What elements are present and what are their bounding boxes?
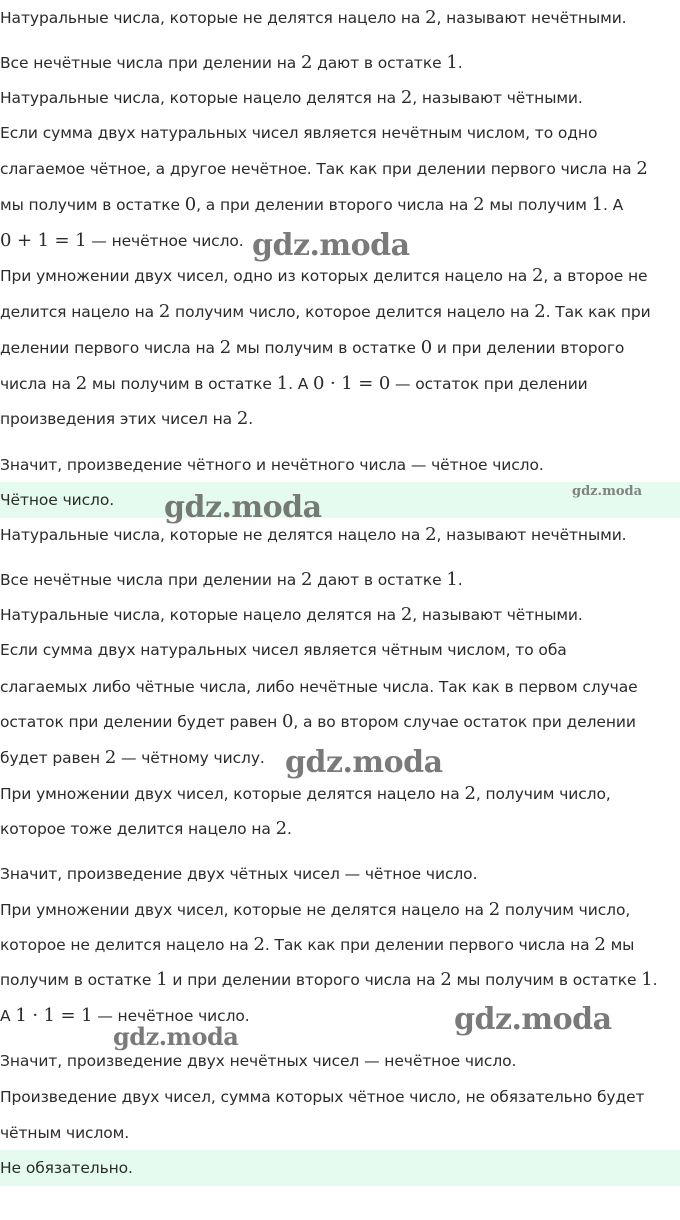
watermark-logo: gdz.moda: [572, 484, 643, 499]
watermark-logo: gdz.moda: [252, 228, 410, 263]
text-line: Все нечётные числа при делении на 2 дают в остатке 1.: [0, 52, 463, 73]
text-line: Натуральные числа, которые не делятся нацело на 2, называют нечётными.: [0, 524, 627, 545]
text-line: произведения этих чисел на 2.: [0, 408, 254, 429]
text-line: будет равен 2 — чётному числу.: [0, 747, 265, 768]
text-line: числа на 2 мы получим в остатке 1. А 0 · 1 = 0 — остаток при делении: [0, 373, 588, 394]
text-line: Если сумма двух натуральных чисел является чётным числом, то оба: [0, 641, 567, 659]
text-line: мы получим в остатке 0, а при делении второго числа на 2 мы получим 1. А: [0, 194, 624, 215]
text-line: Натуральные числа, которые не делятся нацело на 2, называют нечётными.: [0, 7, 627, 28]
answer-text: Не обязательно.: [0, 1159, 133, 1177]
text-line: Значит, произведение двух чётных чисел — чётное число.: [0, 865, 478, 883]
text-line: При умножении двух чисел, которые делятся нацело на 2, получим число,: [0, 783, 611, 804]
text-line: Если сумма двух натуральных чисел является нечётным числом, то одно: [0, 124, 598, 142]
watermark-logo: gdz.moda: [164, 490, 322, 525]
text-line: Значит, произведение чётного и нечётного числа — чётное число.: [0, 456, 544, 474]
answer-text: Чётное число.: [0, 491, 115, 509]
text-line: остаток при делении будет равен 0, а во втором случае остаток при делении: [0, 711, 636, 732]
text-line: А 1 · 1 = 1 — нечётное число.: [0, 1005, 250, 1026]
text-line: 0 + 1 = 1 — нечётное число.: [0, 230, 244, 251]
text-line: Значит, произведение двух нечётных чисел — нечётное число.: [0, 1052, 517, 1070]
text-line: слагаемое чётное, а другое нечётное. Так как при делении первого числа на 2: [0, 158, 648, 179]
text-line: делении первого числа на 2 мы получим в остатке 0 и при делении второго: [0, 337, 625, 358]
text-line: Все нечётные числа при делении на 2 дают в остатке 1.: [0, 569, 463, 590]
text-line: Произведение двух чисел, сумма которых чётное число, не обязательно будет: [0, 1088, 645, 1106]
text-line: делится нацело на 2 получим число, которое делится нацело на 2. Так как при: [0, 301, 651, 322]
text-line: Натуральные числа, которые нацело делятся на 2, называют чётными.: [0, 604, 583, 625]
text-line: получим в остатке 1 и при делении второго числа на 2 мы получим в остатке 1.: [0, 969, 658, 990]
text-line: При умножении двух чисел, которые не делятся нацело на 2 получим число,: [0, 899, 631, 920]
watermark-logo: gdz.moda: [285, 745, 443, 780]
text-line: чётным числом.: [0, 1124, 130, 1142]
text-line: которое не делится нацело на 2. Так как при делении первого числа на 2 мы: [0, 934, 635, 955]
text-line: которое тоже делится нацело на 2.: [0, 818, 292, 839]
text-line: При умножении двух чисел, одно из которых делится нацело на 2, а второе не: [0, 265, 648, 286]
answer-box: [0, 1150, 680, 1186]
text-line: Натуральные числа, которые нацело делятся на 2, называют чётными.: [0, 87, 583, 108]
text-line: слагаемых либо чётные числа, либо нечётные числа. Так как в первом случае: [0, 678, 638, 696]
watermark-logo: gdz.moda: [454, 1002, 612, 1037]
watermark-logo: gdz.moda: [113, 1022, 239, 1051]
